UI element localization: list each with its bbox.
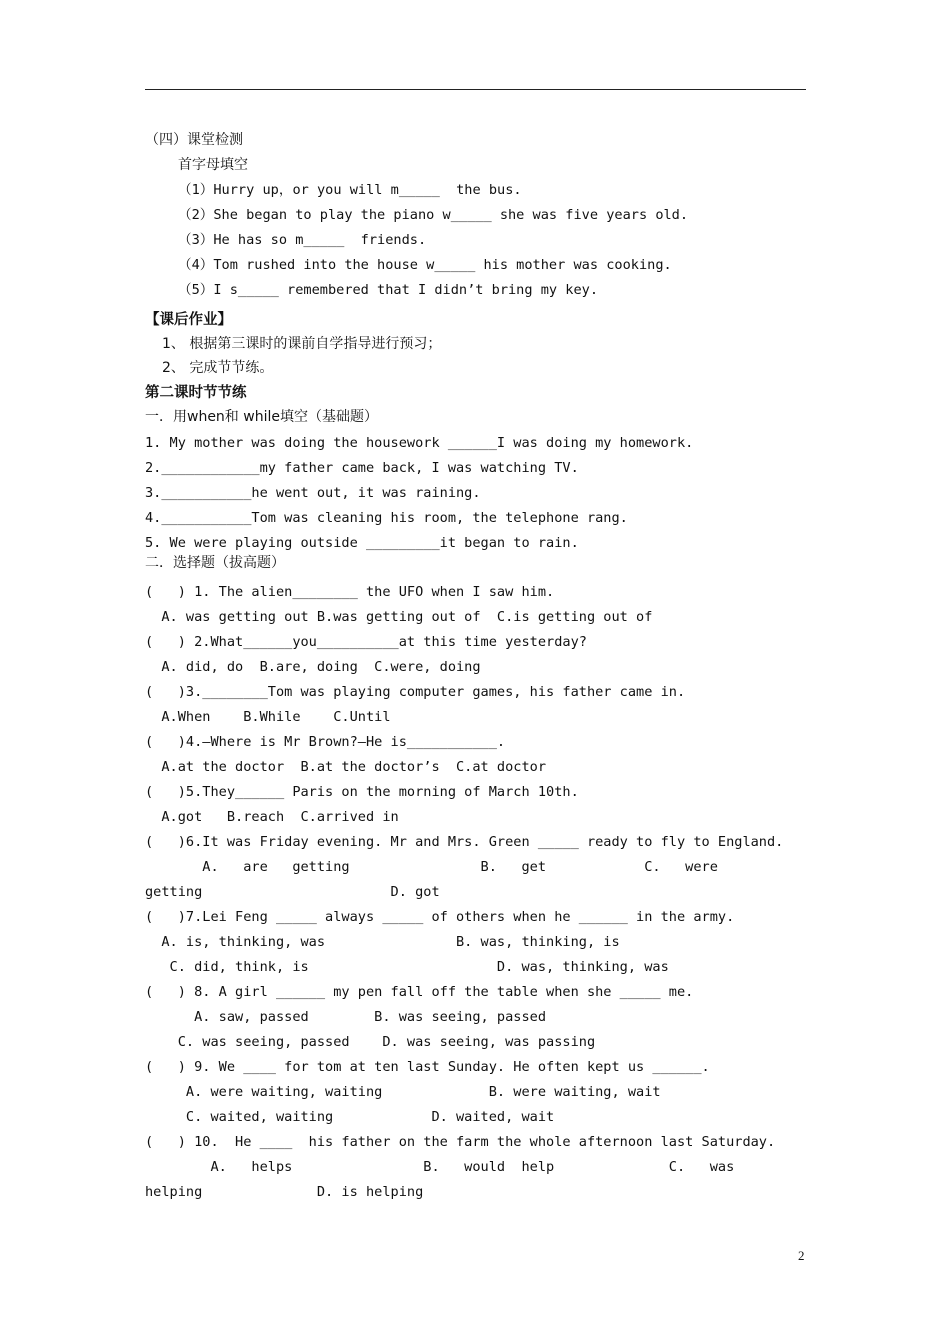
text-line: A.at the doctor B.at the doctor’s C.at doctor <box>145 759 547 775</box>
text-line: 一．用when和 while填空（基础题） <box>145 409 378 425</box>
text-line: （四）课堂检测 <box>145 132 243 148</box>
header-rule <box>145 89 806 90</box>
text-line: （2）She began to play the piano w_____ she was five years old. <box>178 207 689 223</box>
text-line: ( )5.They______ Paris on the morning of March 10th. <box>145 784 579 800</box>
text-line: A.When B.While C.Until <box>145 709 391 725</box>
text-line: ( )3.________Tom was playing computer games, his father came in. <box>145 684 686 700</box>
text-line: A. helps B. would help C. was <box>145 1159 735 1175</box>
text-line: 第二课时节节练 <box>145 385 247 401</box>
text-line: 1、 根据第三课时的课前自学指导进行预习； <box>162 336 442 352</box>
text-line: C. did, think, is D. was, thinking, was <box>145 959 669 975</box>
text-line: ( ) 9. We ____ for tom at ten last Sunday. He often kept us ______. <box>145 1059 710 1075</box>
text-line: ( ) 2.What______you__________at this time yesterday? <box>145 634 587 650</box>
text-line: ( ) 1. The alien________ the UFO when I saw him. <box>145 584 555 600</box>
text-line: （4）Tom rushed into the house w_____ his mother was cooking. <box>178 257 672 273</box>
text-line: getting D. got <box>145 884 440 900</box>
text-line: ( ) 8. A girl ______ my pen fall off the table when she _____ me. <box>145 984 694 1000</box>
text-line: C. waited, waiting D. waited, wait <box>145 1109 555 1125</box>
text-line: C. was seeing, passed D. was seeing, was passing <box>145 1034 596 1050</box>
text-line: （1）Hurry up，or you will m_____ the bus. <box>178 182 522 198</box>
text-line: A. are getting B. get C. were <box>145 859 718 875</box>
text-line: 2、 完成节节练。 <box>162 360 274 376</box>
text-line: 【课后作业】 <box>145 312 232 328</box>
text-line: 3.___________he went out, it was raining. <box>145 485 481 501</box>
text-line: A. is, thinking, was B. was, thinking, is <box>145 934 620 950</box>
text-line: ( )6.It was Friday evening. Mr and Mrs. Green _____ ready to fly to England. <box>145 834 784 850</box>
text-line: A. saw, passed B. was seeing, passed <box>145 1009 547 1025</box>
text-line: 首字母填空 <box>178 157 248 173</box>
text-line: （5）I s_____ remembered that I didn’t bring my key. <box>178 282 599 298</box>
text-line: ( )7.Lei Feng _____ always _____ of others when he ______ in the army. <box>145 909 735 925</box>
page-number: 2 <box>798 1248 805 1263</box>
text-line: 2.____________my father came back, I was watching TV. <box>145 460 579 476</box>
text-line: 二．选择题（拔高题） <box>145 555 285 571</box>
text-line: A.got B.reach C.arrived in <box>145 809 399 825</box>
text-line: ( )4.—Where is Mr Brown?—He is___________. <box>145 734 506 750</box>
text-line: 1. My mother was doing the housework ______I was doing my homework. <box>145 435 694 451</box>
text-line: 5. We were playing outside _________it began to rain. <box>145 535 579 551</box>
text-line: 4.___________Tom was cleaning his room, the telephone rang. <box>145 510 628 526</box>
text-line: ( ) 10. He ____ his father on the farm the whole afternoon last Saturday. <box>145 1134 776 1150</box>
text-line: A. did, do B.are, doing C.were, doing <box>145 659 481 675</box>
text-line: helping D. is helping <box>145 1184 424 1200</box>
text-line: （3）He has so m_____ friends. <box>178 232 427 248</box>
text-line: A. was getting out B.was getting out of C.is getting out of <box>145 609 653 625</box>
text-line: A. were waiting, waiting B. were waiting, wait <box>145 1084 661 1100</box>
